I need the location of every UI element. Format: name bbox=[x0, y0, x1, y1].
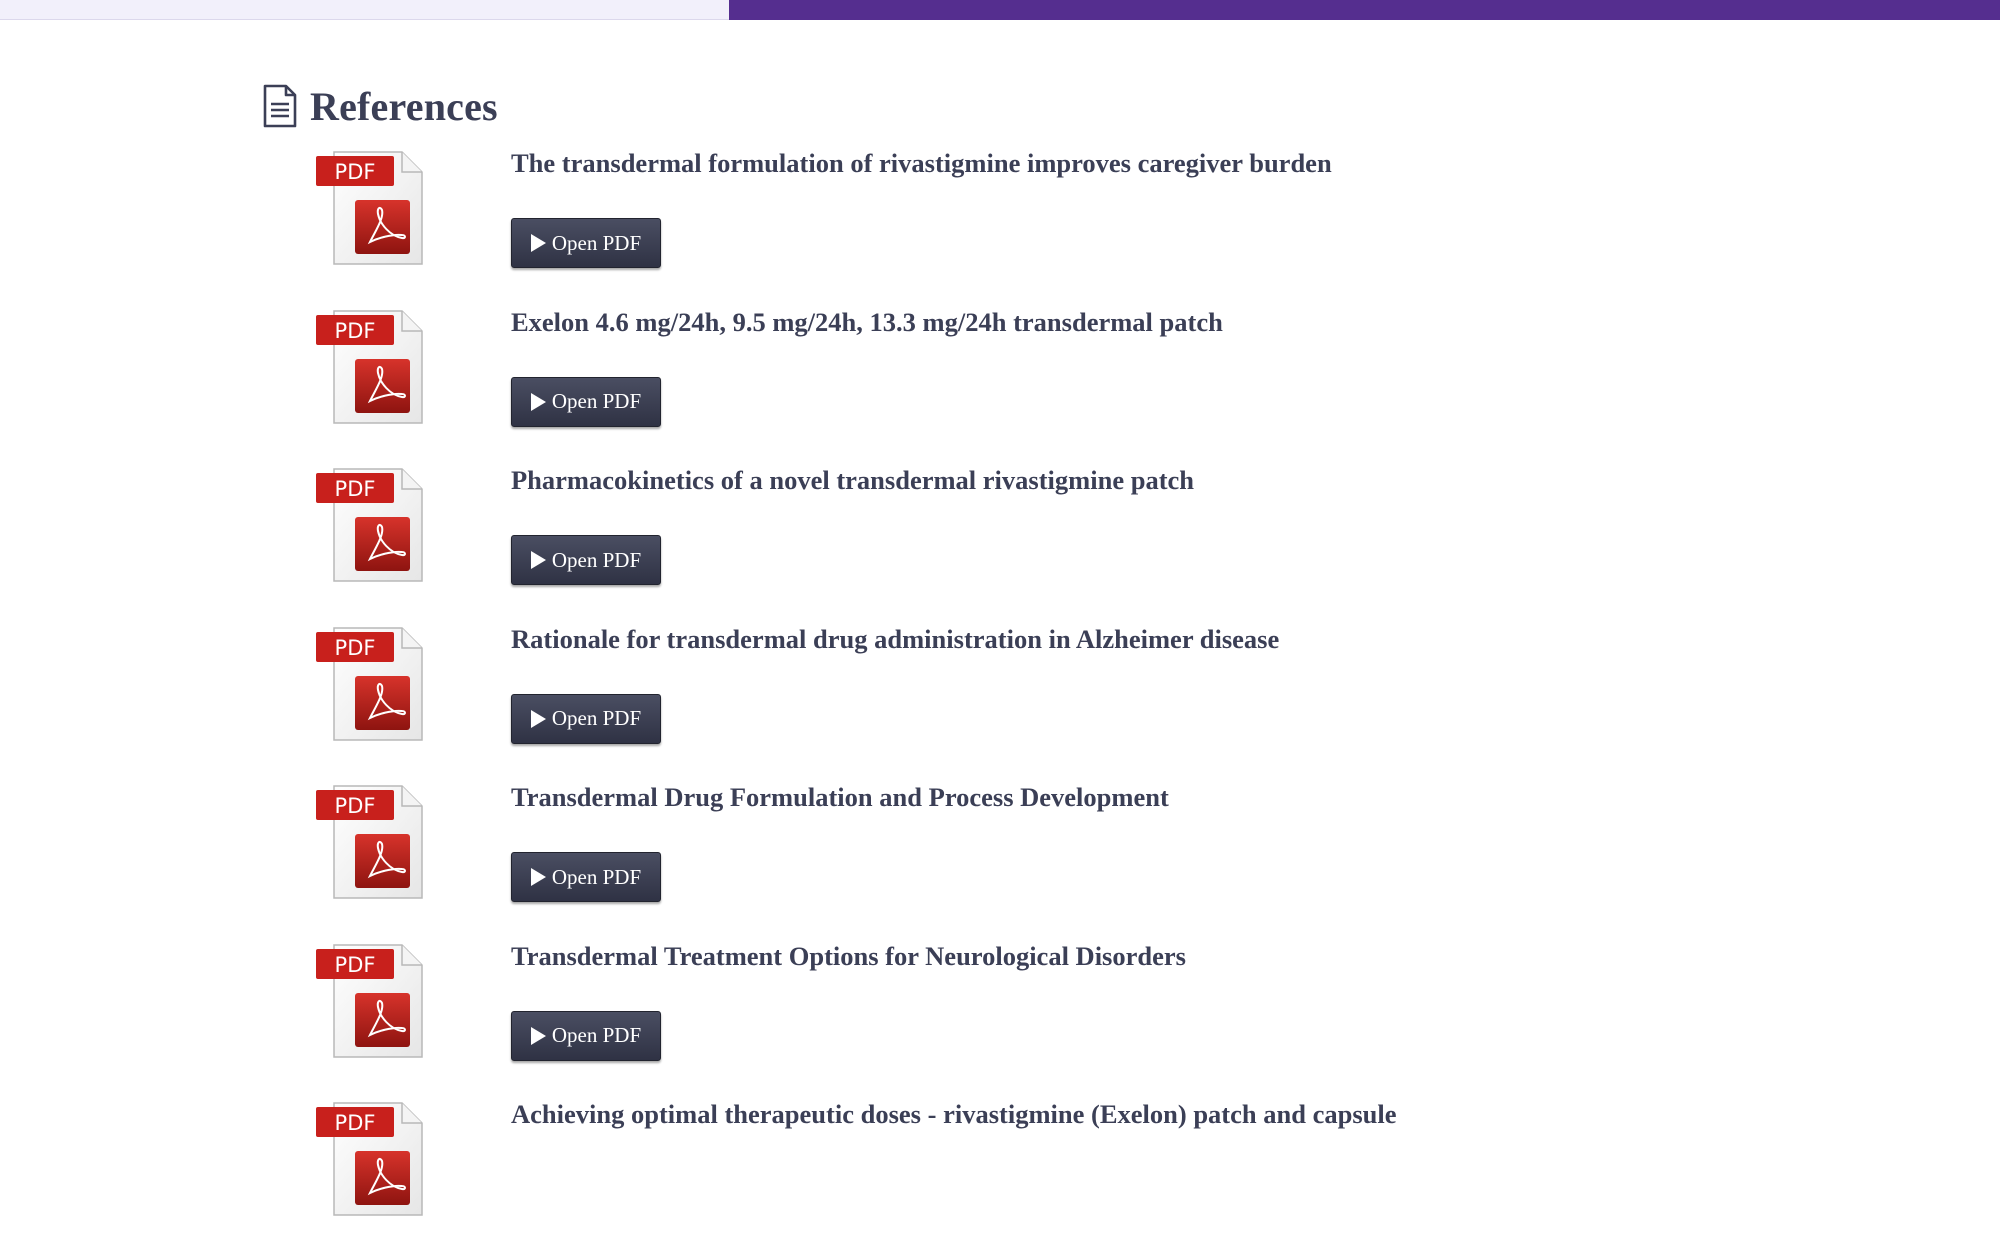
play-icon bbox=[531, 710, 546, 728]
open-pdf-button[interactable] bbox=[511, 1011, 661, 1061]
open-pdf-label: Open PDF bbox=[551, 547, 642, 572]
reference-title: Rationale for transdermal drug administration in Alzheimer disease bbox=[511, 623, 1280, 654]
reference-title: Pharmacokinetics of a novel transdermal rivastigmine patch bbox=[511, 465, 1195, 495]
pdf-file-icon bbox=[314, 782, 424, 902]
pdf-file-icon bbox=[314, 148, 424, 268]
open-pdf-label: Open PDF bbox=[551, 230, 642, 255]
pdf-file-icon bbox=[314, 465, 424, 585]
play-icon bbox=[531, 393, 546, 411]
reference-list bbox=[262, 148, 1762, 1258]
reading-progress-fill bbox=[729, 0, 2000, 20]
document-icon bbox=[262, 84, 298, 128]
section-heading bbox=[262, 78, 1762, 134]
reference-item bbox=[262, 465, 1762, 624]
open-pdf-label: Open PDF bbox=[551, 864, 642, 889]
references-section bbox=[262, 78, 1762, 1135]
open-pdf-button[interactable] bbox=[511, 535, 661, 585]
svg-text:PDF: PDF bbox=[334, 477, 376, 501]
open-pdf-button[interactable] bbox=[511, 852, 661, 902]
open-pdf-button[interactable] bbox=[511, 377, 661, 427]
reference-item bbox=[262, 782, 1762, 941]
reference-title: Transdermal Treatment Options for Neurological Disorders bbox=[511, 940, 1186, 971]
svg-text:PDF: PDF bbox=[334, 1111, 376, 1135]
reference-item bbox=[262, 1099, 1762, 1258]
reference-item bbox=[262, 307, 1762, 466]
pdf-file-icon bbox=[314, 941, 424, 1061]
reading-progress-bar bbox=[0, 0, 2000, 20]
pdf-file-icon bbox=[314, 1099, 424, 1219]
reference-item bbox=[262, 624, 1762, 783]
open-pdf-button[interactable] bbox=[511, 694, 661, 744]
open-pdf-label: Open PDF bbox=[551, 389, 642, 413]
svg-text:PDF: PDF bbox=[334, 318, 376, 343]
pdf-file-icon bbox=[314, 624, 424, 744]
reference-item bbox=[262, 148, 1762, 307]
svg-text:PDF: PDF bbox=[334, 635, 376, 660]
svg-text:PDF: PDF bbox=[334, 160, 376, 184]
reference-title: Transdermal Drug Formulation and Process Development bbox=[511, 782, 1169, 812]
page-title: References bbox=[310, 83, 498, 129]
reference-title: Exelon 4.6 mg/24h, 9.5 mg/24h, 13.3 mg/24h transdermal patch bbox=[511, 306, 1223, 337]
reference-title: Achieving optimal therapeutic doses - rivastigmine (Exelon) patch and capsule bbox=[511, 1099, 1397, 1129]
reference-title: The transdermal formulation of rivastigmine improves caregiver burden bbox=[511, 148, 1332, 178]
play-icon bbox=[531, 1027, 546, 1045]
open-pdf-button[interactable] bbox=[511, 218, 661, 268]
open-pdf-label: Open PDF bbox=[551, 1023, 642, 1047]
play-icon bbox=[531, 868, 546, 886]
open-pdf-label: Open PDF bbox=[551, 706, 642, 730]
svg-text:PDF: PDF bbox=[334, 952, 376, 977]
svg-text:PDF: PDF bbox=[334, 794, 376, 818]
reference-item bbox=[262, 941, 1762, 1100]
pdf-file-icon bbox=[314, 307, 424, 427]
play-icon bbox=[531, 551, 546, 569]
play-icon bbox=[531, 234, 546, 252]
